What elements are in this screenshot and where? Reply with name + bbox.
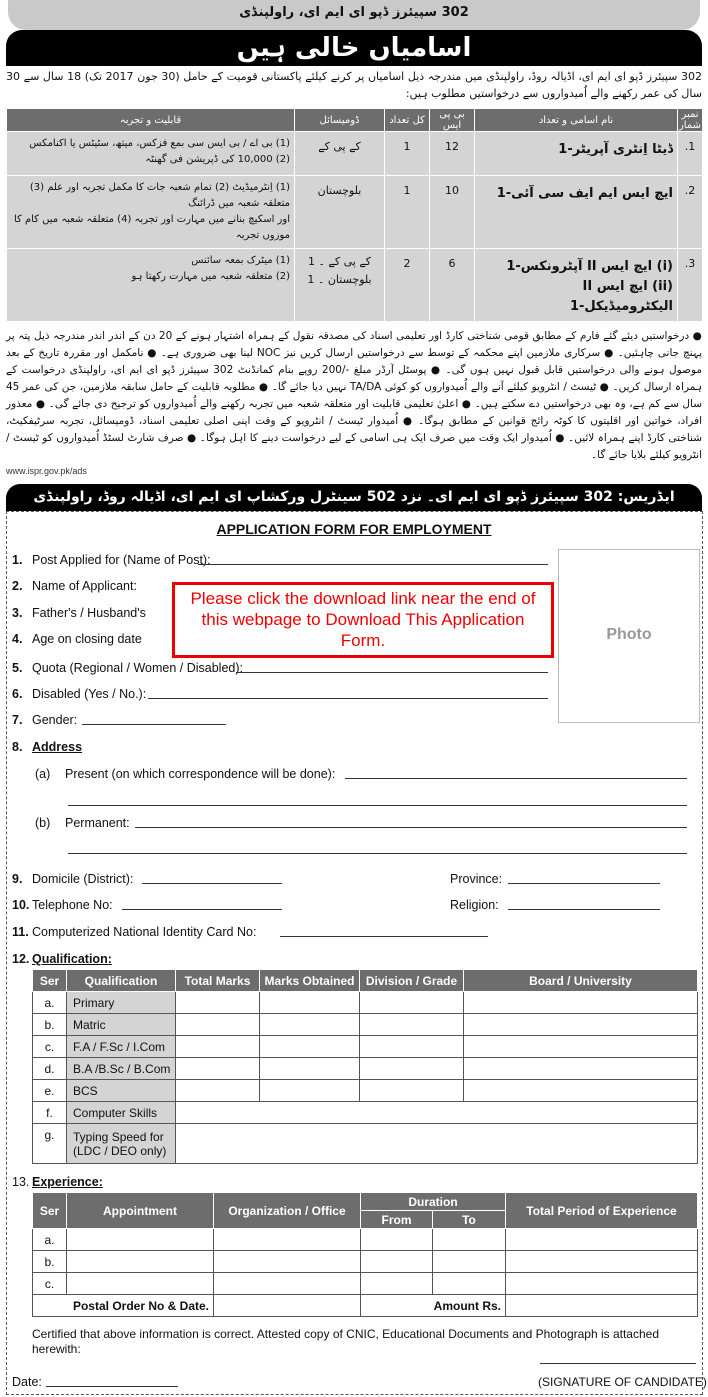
qualification-cell[interactable] <box>360 1058 464 1080</box>
experience-cell[interactable] <box>361 1273 433 1295</box>
item-post <box>12 553 211 567</box>
col-qualification: Qualification <box>67 970 176 992</box>
qualification-cell[interactable] <box>464 1058 698 1080</box>
experience-cell[interactable] <box>67 1273 214 1295</box>
col-sr: نمبر شمار <box>678 109 702 131</box>
post-field[interactable] <box>198 564 548 565</box>
instructions: ● درخواستیں دیئے گئے فارم کے مطابق قومی شناختی کارڈ اور تعلیمی اسناد کی مصدقہ نقول کے ہمراہ اشتہار ہونے کے 20 دن کے اندر اندر مندرجہ ذیل پتہ پر پہنچ جانی چاہئیں۔ ● سرکاری ملازمین اپنے محکمہ کے توسط سے درخواستیں ارسال کریں نیز NOC لینا بھی ضروری ہے۔ ● نامکمل اور مقررہ تاریخ کے بعد موصول ہونے والی درخواستیں قابل قبول نہیں ہوں گی۔ ● پوسٹل آرڈر مبلغ -/200 روپے بنام کمانڈنٹ 302 سپیئرز ڈپو ای ایم ای، راولپنڈی درخواست کے ہمراہ ارسال کریں۔ ● ٹیسٹ / انٹرویو کیلئے آنے والے اُمیدواروں کو کوئی TA/DA نہیں دیا جائے گا۔ ● مطلوبہ قابلیت کے حامل سابقہ ملازمین، جن کی عمر 45 سال سے کم ہے، وہ بھی درخواستیں دے سکتے ہیں۔ ● اعلیٰ تعلیمی قابلیت اور متعلقہ شعبہ میں تجربہ رکھنے والے اُمیدواروں کو ترجیح دی جائے گی۔ ● معذور افراد، خواتین اور اقلیتوں کا کوٹہ رائج قوانین کے مطابق ہوگا۔ ● اُمیدوار ٹیسٹ / انٹرویو کے وقت اپنی اصلی تعلیمی اسناد، ڈومیسائل، تجربہ سرٹیفکیٹ، شناختی کارڈ اپنے ہمراہ لائیں۔ ● اُمیدوار ایک وقت میں صرف ایک ہی اسامی کے لیے درخواست دینے کا اہل ہوگا۔ ● صرف شارٹ لسٹڈ اُمیدواروں کو ٹیسٹ / انٹرویو کیلئے بلایا جائے گا۔ <box>6 330 702 461</box>
item-num: 11. <box>12 925 29 939</box>
telephone-field[interactable] <box>122 909 282 910</box>
experience-cell[interactable] <box>214 1229 361 1251</box>
item-num: 8. <box>12 740 23 754</box>
domicile-field[interactable] <box>142 883 282 884</box>
item-label: Quota (Regional / Women / Disabled): <box>32 661 243 675</box>
item-label: Disabled (Yes / No.): <box>32 687 147 701</box>
qualification-cell[interactable] <box>176 1014 260 1036</box>
experience-cell[interactable] <box>361 1229 433 1251</box>
qualification-cell[interactable] <box>176 1036 260 1058</box>
q-line: (2) 10,000 کی ڈپریشن فی گھنٹہ <box>145 154 290 165</box>
item-quota <box>12 661 243 675</box>
col-marks-obtained: Marks Obtained <box>260 970 360 992</box>
amount-label: Amount Rs. <box>361 1295 506 1317</box>
item-num: 1. <box>12 553 23 567</box>
total: 1 <box>385 176 430 249</box>
table-row <box>7 176 703 249</box>
post: ڈیٹا اِنٹری آپریٹر-1 <box>475 132 678 176</box>
qualification-row <box>33 1080 698 1102</box>
qualification-table <box>32 969 698 1164</box>
qualification-cell[interactable] <box>464 992 698 1014</box>
date-label: Date: <box>12 1375 42 1389</box>
q-line: (1) بی اے / بی ایس سی بمع فزکس، میتھ، سٹیٹس یا اکنامکس <box>29 138 290 149</box>
qualification <box>7 176 295 249</box>
qualification <box>7 132 295 176</box>
ser: c. <box>33 1273 67 1295</box>
qualification-cell[interactable] <box>464 1036 698 1058</box>
postal-order-field[interactable] <box>214 1295 361 1317</box>
signature-label: (SIGNATURE OF CANDIDATE) <box>538 1375 707 1389</box>
experience-table <box>32 1192 698 1317</box>
qualification-row <box>33 1058 698 1080</box>
qualification-cell[interactable] <box>176 1058 260 1080</box>
qualification-name: Computer Skills <box>67 1102 176 1124</box>
ser: a. <box>33 992 67 1014</box>
item-num: 10. <box>12 898 30 912</box>
item-label: Domicile (District): <box>32 872 134 886</box>
website-link[interactable]: www.ispr.gov.pk/ads <box>6 466 87 476</box>
item-label: Present (on which correspondence will be done): <box>65 767 336 781</box>
qualification-cell[interactable] <box>176 1080 260 1102</box>
item-telephone <box>12 898 113 912</box>
qualification-name: Primary <box>67 992 176 1014</box>
ser: e. <box>33 1080 67 1102</box>
ser: a. <box>33 1229 67 1251</box>
col-division: Division / Grade <box>360 970 464 992</box>
experience-cell[interactable] <box>433 1251 506 1273</box>
qualification-name: BCS <box>67 1080 176 1102</box>
item-label: Qualification: <box>32 952 112 966</box>
col-organization: Organization / Office <box>214 1193 361 1229</box>
vacancies-table <box>6 108 703 322</box>
col-total: کل تعداد <box>385 109 430 132</box>
qualification-cell[interactable] <box>176 992 260 1014</box>
religion-label: Religion: <box>450 898 499 912</box>
item-num: 4. <box>12 632 23 646</box>
ser: d. <box>33 1058 67 1080</box>
qualification-cell[interactable] <box>260 1080 360 1102</box>
qualification-cell[interactable] <box>360 1036 464 1058</box>
item-num: 7. <box>12 713 23 727</box>
qualification-name: B.A /B.Sc / B.Com <box>67 1058 176 1080</box>
item-label: Post Applied for (Name of Post): <box>32 553 211 567</box>
item-label: Father's / Husband's <box>32 606 146 620</box>
item-num: (b) <box>35 816 51 830</box>
experience-cell[interactable] <box>214 1273 361 1295</box>
table-row <box>7 249 703 322</box>
item-label: Telephone No: <box>32 898 113 912</box>
domicile <box>295 249 385 322</box>
total: 2 <box>385 249 430 322</box>
qualification-cell[interactable] <box>260 992 360 1014</box>
date-field[interactable] <box>46 1386 178 1387</box>
item-label: Address <box>32 740 83 754</box>
table-row <box>7 132 703 176</box>
item-cnic <box>12 925 256 939</box>
experience-cell[interactable] <box>67 1229 214 1251</box>
item-disabled <box>12 687 146 701</box>
col-ser: Ser <box>33 1193 67 1229</box>
qualification-row <box>33 1036 698 1058</box>
experience-cell[interactable] <box>506 1229 698 1251</box>
item-name <box>12 579 137 593</box>
qualification-name: Typing Speed for (LDC / DEO only) <box>67 1124 176 1164</box>
qualification-name: Matric <box>67 1014 176 1036</box>
sr: 1. <box>678 132 703 176</box>
col-board: Board / University <box>464 970 698 992</box>
item-num: 13. <box>12 1175 30 1189</box>
ser: g. <box>33 1124 67 1164</box>
col-qualification: قابلیت و تجربہ <box>7 109 295 132</box>
experience-cell[interactable] <box>67 1251 214 1273</box>
col-total-marks: Total Marks <box>176 970 260 992</box>
item-gender <box>12 713 77 727</box>
form-title: APPLICATION FORM FOR EMPLOYMENT <box>216 521 492 537</box>
experience-row <box>33 1251 698 1273</box>
bps: 10 <box>430 176 475 249</box>
postal-order-label: Postal Order No & Date. <box>33 1295 214 1317</box>
item-label: Permanent: <box>65 816 130 830</box>
item-label: Name of Applicant: <box>32 579 137 593</box>
disabled-field[interactable] <box>148 698 548 699</box>
q-line: (1) میٹرک بمعہ سائنس <box>191 255 290 266</box>
present-address-field[interactable] <box>345 778 687 779</box>
item-num: 2. <box>12 579 23 593</box>
vacancies-banner: اسامیاں خالی ہیں <box>6 30 702 66</box>
item-num: 3. <box>12 606 23 620</box>
experience-cell[interactable] <box>361 1251 433 1273</box>
col-duration: Duration <box>361 1193 506 1211</box>
qualification-cell[interactable] <box>360 992 464 1014</box>
qualification-cell[interactable] <box>260 1014 360 1036</box>
post-line: (ii) ایچ ایس II الیکٹرومیڈیکل-1 <box>569 279 673 314</box>
gender-field[interactable] <box>82 724 226 725</box>
qualification-cell[interactable] <box>176 1102 698 1124</box>
experience-row <box>33 1229 698 1251</box>
col-to: To <box>433 1211 506 1229</box>
download-notice: Please click the download link near the end of this webpage to Download This Application Form. <box>172 582 554 658</box>
amount-field[interactable] <box>506 1295 698 1317</box>
intro-text: 302 سپیئرز ڈپو ای ایم ای، اڈیالہ روڈ، راولپنڈی میں مندرجہ ذیل اسامیاں پر کرنے کیلئے پاکستانی قومیت کے حامل (30 جون 2017 تک) 18 سال سے 30 سال کی عمر رکھنے والے اُمیدواروں سے درخواستیں مطلوب ہیں: <box>6 70 702 100</box>
province-label: Province: <box>450 872 503 886</box>
col-domicile: ڈومیسائل <box>295 109 385 132</box>
domicile-line: بلوچستان ۔ 1 <box>307 273 372 286</box>
experience-cell[interactable] <box>433 1273 506 1295</box>
photo-box: Photo <box>558 549 700 723</box>
qualification-name: F.A / F.Sc / I.Com <box>67 1036 176 1058</box>
ser: f. <box>33 1102 67 1124</box>
qualification-cell[interactable] <box>464 1080 698 1102</box>
item-num: 12. <box>12 952 30 966</box>
postal-order-row <box>33 1295 698 1317</box>
item-qualification <box>12 952 112 966</box>
item-num: (a) <box>35 767 51 781</box>
q-line: (2) متعلقہ شعبہ میں مہارت رکھتا ہو <box>131 271 290 282</box>
qualification-row <box>33 1102 698 1124</box>
qualification-cell[interactable] <box>260 1036 360 1058</box>
post-line: (i) ایچ ایس II آپٹرونکس-1 <box>506 259 673 274</box>
q-line: (1) اِنٹرمیڈیٹ (2) تمام شعبہ جات کا مکمل تجربہ اور علم (3) متعلقہ شعبہ میں ڈرائنگ <box>29 182 290 209</box>
item-label: Gender: <box>32 713 78 727</box>
bps: 6 <box>430 249 475 322</box>
col-appointment: Appointment <box>67 1193 214 1229</box>
unit-header: 302 سپیئرز ڈپو ای ایم ای، راولپنڈی <box>8 0 700 30</box>
application-form-section <box>0 511 708 1397</box>
total: 1 <box>385 132 430 176</box>
item-num: 6. <box>12 687 23 701</box>
item-father <box>12 606 146 620</box>
qualification-row <box>33 1014 698 1036</box>
qualification-cell[interactable] <box>464 1014 698 1036</box>
experience-cell[interactable] <box>214 1251 361 1273</box>
qualification-cell[interactable] <box>360 1080 464 1102</box>
ser: b. <box>33 1014 67 1036</box>
present-address-field-2[interactable] <box>68 805 687 806</box>
qualification-row <box>33 1124 698 1164</box>
bps: 12 <box>430 132 475 176</box>
sr: 2. <box>678 176 703 249</box>
experience-cell[interactable] <box>506 1273 698 1295</box>
qualification-cell[interactable] <box>360 1014 464 1036</box>
ser: b. <box>33 1251 67 1273</box>
domicile: کے پی کے <box>295 132 385 176</box>
permanent-address-field[interactable] <box>135 827 687 828</box>
q-line: اور اسکیچ بنانے میں مہارت اور تجربہ (4) متعلقہ شعبہ میں کام کا موزوں تجربہ <box>13 214 290 241</box>
cnic-field[interactable] <box>280 936 488 937</box>
item-domicile <box>12 872 133 886</box>
qualification-row <box>33 992 698 1014</box>
domicile: بلوچستان <box>295 176 385 249</box>
item-experience <box>12 1175 103 1189</box>
advert-section <box>0 0 708 511</box>
quota-field[interactable] <box>236 672 548 673</box>
address-bar: ایڈریس: 302 سپیئرز ڈپو ای ایم ای۔ نزد 502 سینٹرل ورکشاپ ای ایم ای، اڈیالہ روڈ، راولپنڈی <box>6 484 702 511</box>
col-ser: Ser <box>33 970 67 992</box>
col-bps: بی پی ایس <box>430 109 475 132</box>
qualification-cell[interactable] <box>260 1058 360 1080</box>
col-total-period: Total Period of Experience <box>506 1193 698 1229</box>
item-label: Computerized National Identity Card No: <box>32 925 257 939</box>
sr: 3. <box>678 249 703 322</box>
permanent-address-field-2[interactable] <box>68 853 687 854</box>
signature-field[interactable] <box>540 1363 696 1364</box>
address-permanent <box>35 816 130 830</box>
domicile-line: کے پی کے ۔ 1 <box>307 255 372 268</box>
col-post: نام اسامی و تعداد <box>475 109 678 132</box>
item-age <box>12 632 142 646</box>
item-label: Experience: <box>32 1175 103 1189</box>
qualification-cell[interactable] <box>176 1124 698 1164</box>
province-field[interactable] <box>508 883 660 884</box>
post: ایچ ایس ایم ایف سی آئی-1 <box>475 176 678 249</box>
post <box>475 249 678 322</box>
col-from: From <box>361 1211 433 1229</box>
ser: c. <box>33 1036 67 1058</box>
experience-cell[interactable] <box>506 1251 698 1273</box>
qualification <box>7 249 295 322</box>
address-present <box>35 767 335 781</box>
religion-field[interactable] <box>508 909 660 910</box>
item-num: 9. <box>12 872 23 886</box>
experience-row <box>33 1273 698 1295</box>
certification-text: Certified that above information is correct. Attested copy of CNIC, Educational Documents and Photograph is attached herewith: <box>32 1327 660 1356</box>
item-label: Age on closing date <box>32 632 142 646</box>
item-address <box>12 740 82 754</box>
experience-cell[interactable] <box>433 1229 506 1251</box>
item-num: 5. <box>12 661 23 675</box>
